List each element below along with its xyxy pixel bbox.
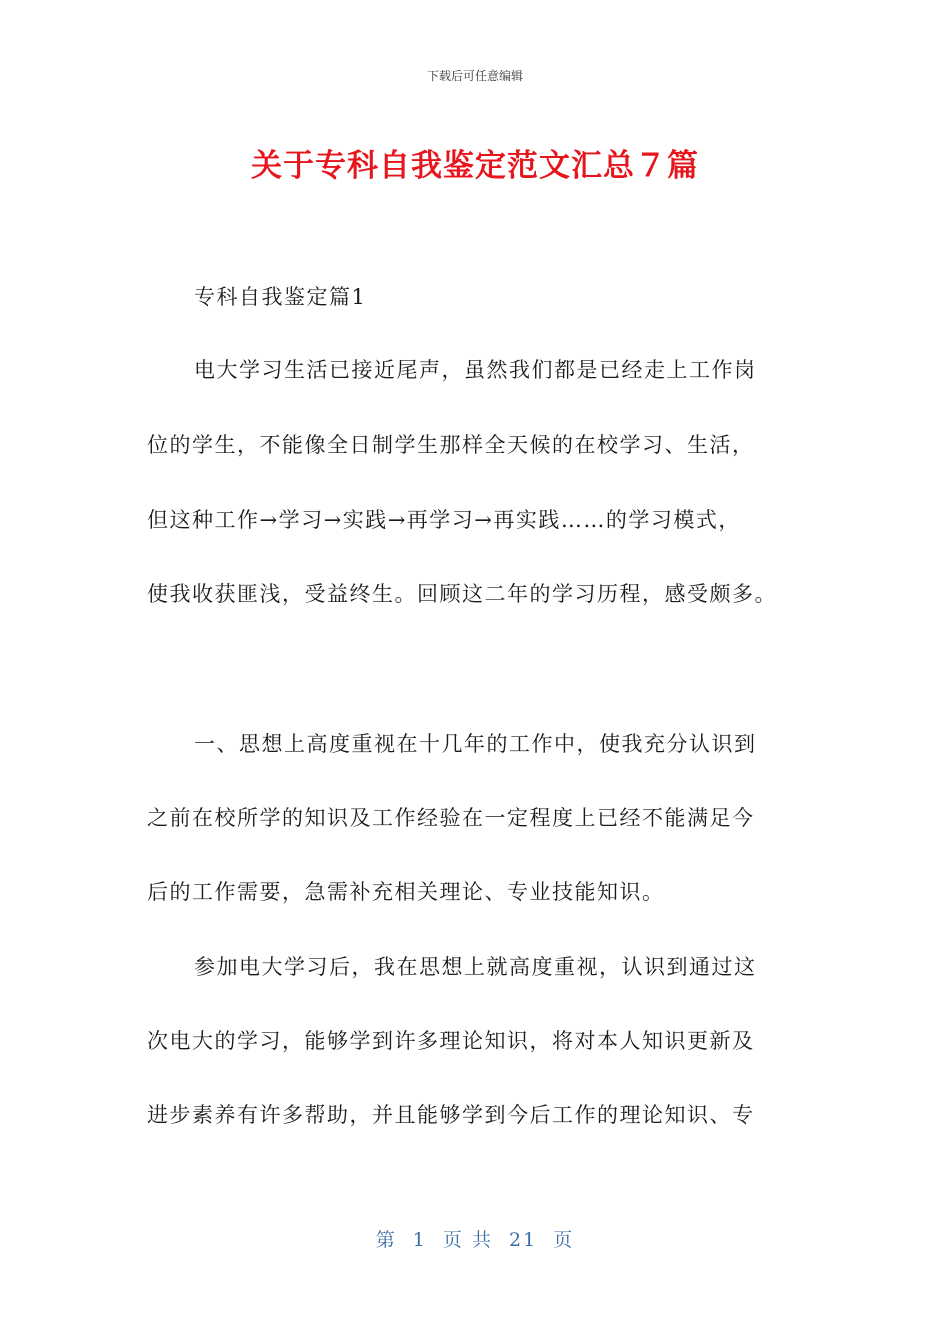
section-heading: 专科自我鉴定篇1 — [194, 285, 367, 309]
paragraph-line: 之前在校所学的知识及工作经验在一定程度上已经不能满足今 — [147, 806, 755, 830]
header-note: 下载后可任意编辑 — [426, 69, 523, 83]
footer-page-number: 1 — [412, 1229, 427, 1251]
footer-total-pages: 21 — [509, 1229, 538, 1251]
paragraph-line: 参加电大学习后，我在思想上就高度重视，认识到通过这 — [194, 955, 757, 979]
footer-suffix: 页 — [553, 1229, 575, 1251]
paragraph-line: 一、思想上高度重视在十几年的工作中，使我充分认识到 — [194, 732, 757, 756]
paragraph-line: 次电大的学习，能够学到许多理论知识，将对本人知识更新及 — [147, 1029, 755, 1053]
document-title: 关于专科自我鉴定范文汇总７篇 — [251, 148, 699, 184]
footer-prefix: 第 — [375, 1229, 397, 1251]
paragraph-line: 进步素养有许多帮助，并且能够学到今后工作的理论知识、专 — [147, 1103, 755, 1127]
footer-middle: 页 共 — [442, 1229, 493, 1251]
paragraph-line: 后的工作需要，急需补充相关理论、专业技能知识。 — [147, 880, 665, 904]
paragraph-line: 位的学生，不能像全日制学生那样全天候的在校学习、生活， — [147, 433, 755, 457]
paragraph-line: 电大学习生活已接近尾声，虽然我们都是已经走上工作岗 — [194, 358, 757, 382]
paragraph-line: 使我收获匪浅，受益终生。回顾这二年的学习历程，感受颇多。 — [147, 582, 777, 606]
page-footer — [0, 1225, 950, 1252]
paragraph-line: 但这种工作→学习→实践→再学习→再实践……的学习模式， — [147, 508, 741, 532]
